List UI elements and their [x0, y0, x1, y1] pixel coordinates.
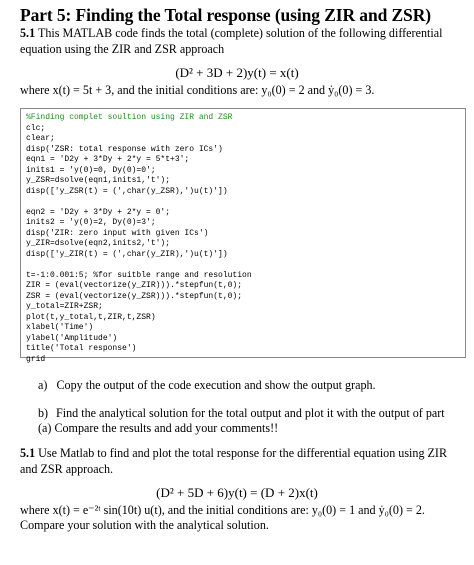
initial-conditions-2: where x(t) = e⁻²ᵗ sin(10t) u(t), and the initial conditions are: y₀(0) = 1 and ẏ₀(0) = 2. Compare your solution with the analytical solution. — [20, 503, 425, 532]
code-blank-line — [26, 260, 465, 271]
matlab-code-block — [20, 108, 466, 364]
code-line: eqn2 = 'D2y + 3*Dy + 2*y = 0'; — [26, 207, 171, 217]
code-line: clear; — [26, 134, 55, 143]
question-b-label: b) — [38, 406, 49, 420]
differential-equation-2: (D² + 5D + 6)y(t) = (D + 2)x(t) — [156, 485, 318, 500]
code-line: disp('ZSR: total response with zero ICs') — [26, 144, 223, 154]
code-line: clc; — [26, 123, 46, 133]
code-line: xlabel('Time') — [26, 323, 94, 332]
code-line: disp('ZIR: zero input with given ICs') — [26, 228, 209, 238]
code-line: y_total=ZIR+ZSR; — [26, 302, 103, 311]
intro-paragraph — [20, 26, 465, 57]
question-b-text: Find the analytical solution for the total output and plot it with the output of part (a) Compare the results and add your comments!! — [38, 406, 445, 435]
code-line: %Finding complet soultion using ZIR and ZSR — [26, 113, 233, 122]
code-line: ylabel('Amplitude') — [26, 333, 118, 343]
question-a — [38, 378, 376, 393]
page-title: Part 5: Finding the Total response (using ZIR and ZSR) — [20, 5, 431, 25]
code-line: ZSR = (eval(vectorize(y_ZSR))).*stepfun(t,0); — [26, 291, 243, 301]
differential-equation-1: (D² + 3D + 2)y(t) = x(t) — [175, 65, 299, 80]
code-line: plot(t,y_total,t,ZIR,t,ZSR) — [26, 312, 156, 322]
question-b — [38, 406, 458, 436]
code-line: t=-1:0.001:5; %for suitble range and resolution — [26, 270, 252, 280]
code-line: eqn1 = 'D2y + 3*Dy + 2*y = 5*t+3'; — [26, 155, 190, 164]
question-a-text: Copy the output of the code execution and show the output graph. — [56, 378, 376, 392]
section-number: 5.1 — [20, 446, 36, 460]
code-line: inits2 = 'y(0)=2, Dy(0)=3'; — [26, 218, 156, 227]
section-number: 5.1 — [20, 26, 36, 40]
code-line: ZIR = (eval(vectorize(y_ZIR))).*stepfun(t,0); — [26, 281, 243, 290]
question-a-label: a) — [38, 378, 48, 392]
code-line: grid — [26, 354, 46, 364]
intro-text: This MATLAB code finds the total (complete) solution of the following differential equation using the ZIR and ZSR approach — [20, 26, 443, 56]
code-line: y_ZIR=dsolve(eqn2,inits2,'t'); — [26, 239, 171, 248]
code-line: disp(['y_ZSR(t) = (',char(y_ZSR),')u(t)']) — [26, 186, 228, 196]
second-problem-text: Use Matlab to find and plot the total response for the differential equation using ZIR and ZSR approach. — [20, 446, 448, 476]
second-problem-paragraph — [20, 446, 465, 477]
code-blank-line — [26, 197, 465, 208]
code-line: disp(['y_ZIR(t) = (',char(y_ZIR),')u(t)']) — [26, 249, 228, 259]
code-line: y_ZSR=dsolve(eqn1,inits1,'t'); — [26, 176, 171, 185]
code-line: title('Total response') — [26, 344, 137, 353]
code-line: inits1 = 'y(0)=0, Dy(0)=0'; — [26, 165, 156, 175]
initial-conditions-1: where x(t) = 5t + 3, and the initial conditions are: y₀(0) = 2 and ẏ₀(0) = 3. — [20, 83, 375, 97]
